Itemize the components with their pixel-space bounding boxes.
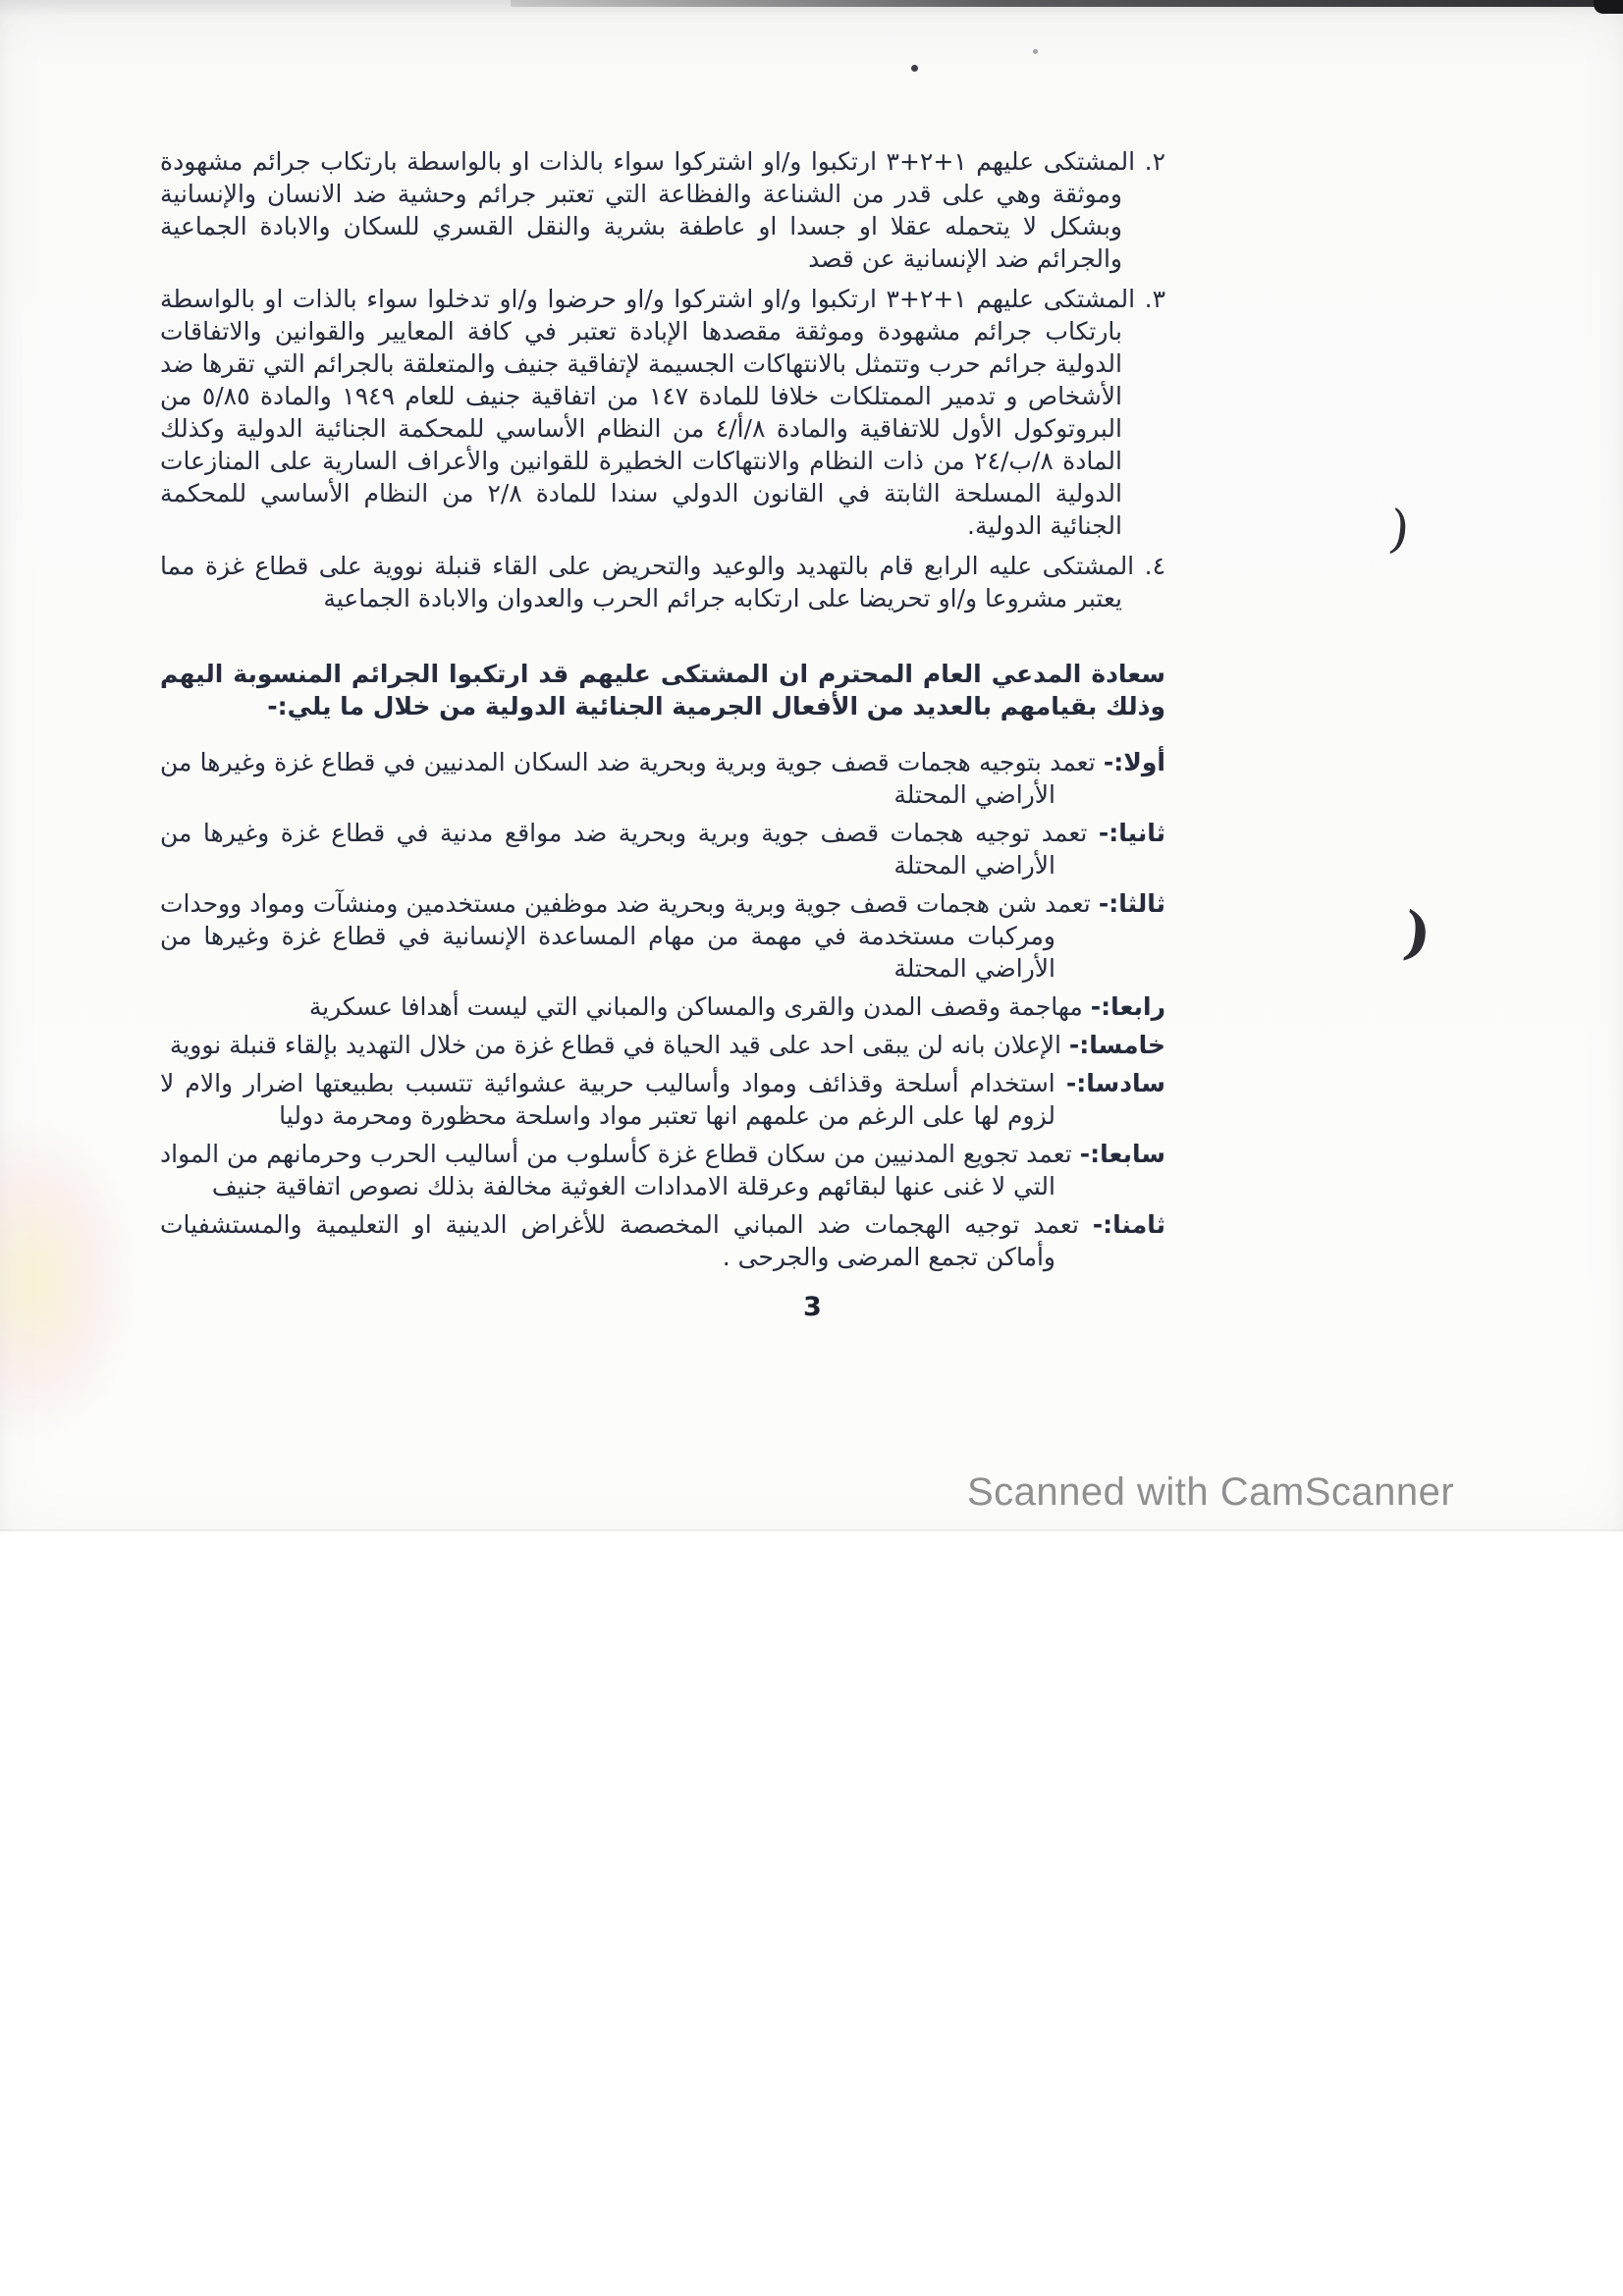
ordinal-item-eighth	[160, 1208, 1165, 1273]
ordinal-label: سابعا:-	[1079, 1140, 1166, 1168]
ordinal-text: تعمد شن هجمات قصف جوية وبرية وبحرية ضد موظفين مستخدمين ومنشآت ومواد ووحدات ومركبات مستخدمة في مهمة من مهام المساعدة الإنسانية في قطاع غزة وغيرها من الأراضي المحتلة	[160, 889, 1091, 983]
ordinal-text: تعمد بتوجيه هجمات قصف جوية وبرية وبحرية ضد السكان المدنيين في قطاع غزة وغيرها من الأراضي المحتلة	[160, 748, 1096, 809]
ordinal-label: ثالثا:-	[1098, 889, 1165, 918]
ordinal-item-seventh	[160, 1138, 1165, 1202]
ordinal-text: استخدام أسلحة وقذائف ومواد وأساليب حربية عشوائية تتسبب بطبيعتها اضرار والام لا لزوم لها على الرغم من علمهم انها تعتبر مواد واسلحة محظورة ومحرمة دوليا	[160, 1069, 1055, 1130]
addressee-paragraph: سعادة المدعي العام المحترم ان المشتكى عليهم قد ارتكبوا الجرائم المنسوبة اليهم وذلك بقيامهم بالعديد من الأفعال الجرمية الجنائية الدولية من خلال ما يلي:-	[160, 660, 1165, 721]
ordinal-item-first	[160, 746, 1165, 811]
numbered-item-3	[160, 283, 1165, 542]
page-number: 3	[803, 1292, 822, 1322]
ink-dot-artifact	[911, 65, 918, 72]
ordinal-item-fifth	[160, 1029, 1165, 1061]
scan-top-edge-artifact	[511, 0, 1623, 7]
ordinal-item-fourth	[160, 990, 1165, 1023]
ordinal-label: سادسا:-	[1065, 1069, 1165, 1097]
item-text: المشتكى عليهم ١+٢+٣ ارتكبوا و/او اشتركوا و/او حرضوا و/او تدخلوا سواء بالذات او بالواسطة بارتكاب جرائم مشهودة وموثقة مقصدها الإبادة تعتبر في كافة المعايير والقوانين والاتفاقات الدولية جرائم حرب وتتمثل بالانتهاكات الجسيمة لإتفاقية جنيف والمتعلقة بالجرائم التي تقرها ضد الأشخاص و تدمير الممتلكات خلافا للمادة ١٤٧ من اتفاقية جنيف للعام ١٩٤٩ والمادة ٥/٨٥ من البروتوكول الأول للاتفاقية والمادة ٨/أ/٤ من النظام الأساسي للمحكمة الجنائية الدولية وكذلك المادة ٨/ب/٢٤ من ذات النظام والانتهاكات الخطيرة للقوانين والأعراف السارية على المنازعات الدولية المسلحة الثابتة في القانون الدولي سندا للمادة ٢/٨ من النظام الأساسي للمحكمة الجنائية الدولية.	[160, 285, 1136, 540]
ordinal-label: ثامنا:-	[1092, 1210, 1165, 1239]
ordinal-text: تعمد توجيه هجمات قصف جوية وبرية وبحرية ضد مواقع مدنية في قطاع غزة وغيرها من الأراضي المحتلة	[160, 819, 1088, 880]
scan-bottom-edge-artifact	[0, 1529, 1623, 1531]
ordinal-text: الإعلان بانه لن يبقى احد على قيد الحياة في قطاع غزة من خلال التهديد بإلقاء قنبلة نووية	[169, 1031, 1061, 1059]
ordinal-text: تعمد توجيه الهجمات ضد المباني المخصصة للأغراض الدينية او التعليمية والمستشفيات وأماكن تجمع المرضى والجرحى .	[160, 1210, 1079, 1271]
ordinal-item-second	[160, 817, 1165, 881]
item-number: ٣.	[1144, 285, 1165, 313]
item-number: ٤.	[1144, 552, 1165, 580]
camscanner-watermark: Scanned with CamScanner	[967, 1470, 1455, 1514]
ink-dot-artifact	[1033, 49, 1038, 54]
ordinal-label: أولا:-	[1103, 748, 1165, 776]
pen-mark-parenthesis: )	[1385, 499, 1413, 561]
document-body	[160, 145, 1165, 1279]
ordinal-item-third	[160, 887, 1165, 985]
item-text: المشتكى عليه الرابع قام بالتهديد والوعيد والتحريض على القاء قنبلة نووية على قطاع غزة مما يعتبر مشروعا و/او تحريضا على ارتكابه جرائم الحرب والعدوان والابادة الجماعية	[160, 552, 1135, 613]
pen-mark-parenthesis: )	[1399, 898, 1435, 969]
ordinal-item-sixth	[160, 1067, 1165, 1132]
numbered-item-4	[160, 550, 1165, 614]
item-number: ٢.	[1144, 147, 1165, 176]
item-text: المشتكى عليهم ١+٢+٣ ارتكبوا و/او اشتركوا سواء بالذات او بالواسطة بارتكاب جرائم مشهودة وموثقة وهي على قدر من الشناعة والفظاعة التي تعتبر جرائم وحشية ضد الانسان والإنسانية وبشكل لا يتحمله عقلا او جسدا او عاطفة بشرية والنقل القسري للسكان والابادة الجماعية والجرائم ضد الإنسانية عن قصد	[160, 147, 1136, 273]
ordinal-text: تعمد تجويع المدنيين من سكان قطاع غزة كأسلوب من أساليب الحرب وحرمانهم من المواد التي لا غنى عنها لبقائهم وعرقلة الامدادات الغوثية مخالفة بذلك نصوص اتفاقية جنيف	[160, 1140, 1072, 1201]
scan-corner-artifact	[1594, 0, 1623, 14]
ordinal-label: رابعا:-	[1090, 992, 1165, 1021]
ordinal-label: ثانيا:-	[1098, 819, 1166, 847]
ordinal-text: مهاجمة وقصف المدن والقرى والمساكن والمباني التي ليست أهدافا عسكرية	[308, 992, 1083, 1021]
numbered-item-2	[160, 145, 1165, 275]
ordinal-label: خامسا:-	[1068, 1031, 1165, 1059]
